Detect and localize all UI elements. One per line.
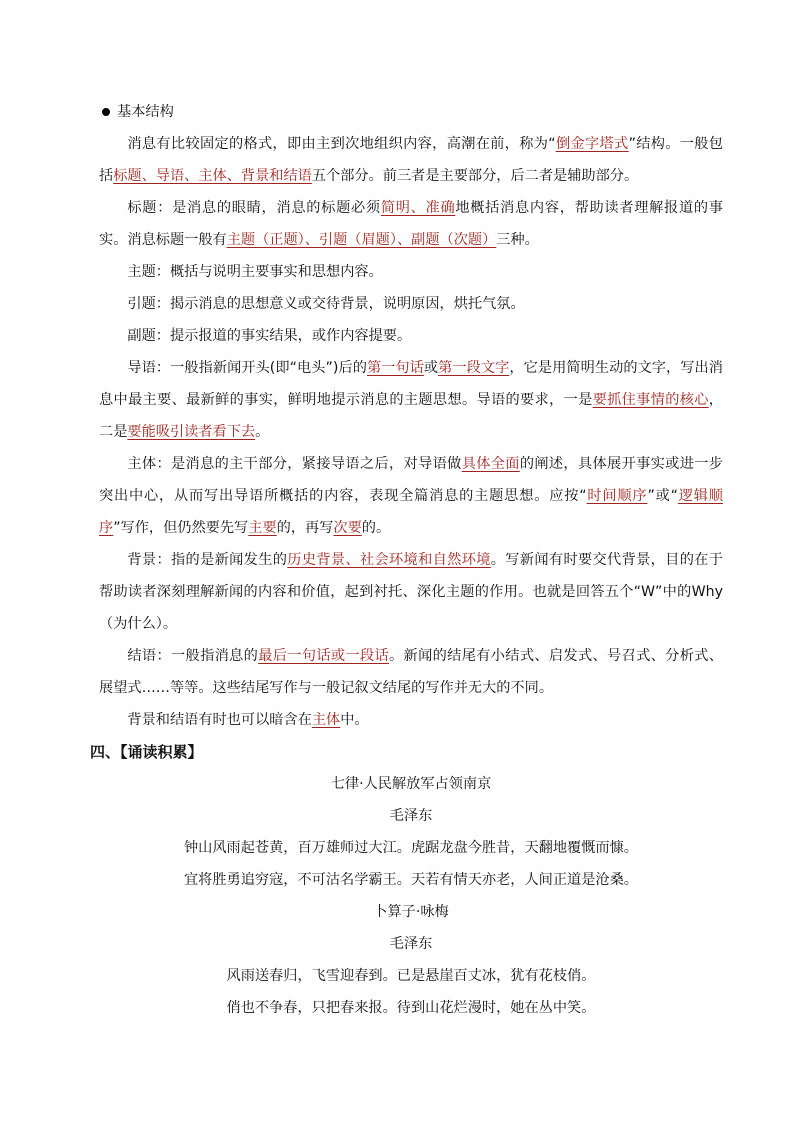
text-run: 背景和结语有时也可以暗含在: [127, 712, 312, 728]
text-run: 三种。: [496, 232, 539, 248]
basic-structure-heading: [99, 96, 723, 128]
structure-paragraph: [99, 288, 723, 320]
poem-line: 宜将胜勇追穷寇，不可沽名学霸王。天若有情天亦老，人间正道是沧桑。: [183, 872, 638, 888]
text-run: 主体：是消息的主干部分，紧接导语之后，对导语做: [127, 456, 462, 472]
text-run: 副题：提示报道的事实结果，或作内容提要。: [127, 328, 412, 344]
poem-author: 毛泽东: [389, 936, 433, 952]
page-content: [90, 96, 723, 1024]
text-run: 五个部分。前三者是主要部分，后二者是辅助部分。: [311, 168, 639, 184]
text-run: 引题：揭示消息的思想意义或交待背景，说明原因，烘托气氛。: [127, 296, 525, 312]
poem-1: [99, 768, 723, 896]
text-run: 地概括消息内容，帮助读者理解报道的事实。消息标题一般有: [99, 200, 723, 248]
poem-title: 卜算子·咏梅: [373, 904, 449, 920]
text-run: 的阐述，具体展开事实或进一步突出中心，从而写出导语所概括的内容，表现全篇消息的主题思想。应按“: [99, 456, 723, 504]
text-run: ，它是用简明生动的文字，写出消息中最主要、最新鲜的事实，鲜明地提示消息的主题思想。导语的要求，一是: [99, 360, 723, 408]
text-run: 。: [255, 424, 270, 440]
text-run: 主题：概括与说明主要事实和思想内容。: [127, 264, 383, 280]
text-run: ”写作，但仍然要先写: [113, 520, 249, 536]
text-run: 中。: [340, 712, 369, 728]
section-title: 四、【诵读积累】: [90, 743, 203, 761]
highlighted-term: 具体全面: [461, 456, 520, 472]
structure-paragraph: [99, 352, 723, 448]
text-run: 标题：是消息的眼睛，消息的标题必须: [127, 200, 381, 216]
highlighted-term: 历史背景、社会环境和自然环境: [287, 552, 491, 568]
poem-line: 钟山风雨起苍黄，百万雄师过大江。虎踞龙盘今胜昔，天翻地覆慨而慷。: [183, 840, 638, 856]
highlighted-term: 标题、导语、主体、背景和结语: [113, 168, 312, 184]
highlighted-term: 主体: [311, 712, 341, 728]
poem-title: 七律·人民解放军占领南京: [330, 776, 492, 792]
highlighted-term: 主题（正题）、引题（眉题）、副题（次题）: [226, 232, 497, 248]
structure-paragraph: [99, 256, 723, 288]
highlighted-term: 次要: [333, 520, 362, 536]
bullet-icon: [102, 108, 110, 116]
text-run: 背景：指的是新闻发生的: [127, 552, 288, 568]
structure-paragraph: [99, 640, 723, 704]
text-run: 。新闻的结尾有小结式、启发式、号召式、分析式、展望式……等等。这些结尾写作与一般记叙文结尾的写作并无大的不同。: [99, 648, 723, 696]
text-run: 消息有比较固定的格式，即由主到次地组织内容，高潮在前，称为“: [127, 136, 556, 152]
text-run: ”结构。一般包括: [99, 136, 723, 184]
text-run: 导语：一般指新闻开头(即“电头”)后的: [127, 360, 367, 376]
text-run: 的。: [361, 520, 391, 536]
heading-text: 基本结构: [117, 104, 174, 120]
structure-paragraph: [99, 192, 723, 256]
highlighted-term: 第一段文字: [438, 360, 510, 376]
structure-paragraph: [99, 544, 723, 640]
text-run: ”或“: [647, 488, 678, 504]
highlighted-term: 倒金字塔式: [555, 136, 629, 152]
structure-paragraph: [99, 704, 723, 736]
highlighted-term: 主要: [248, 520, 277, 536]
structure-paragraphs: [99, 128, 723, 736]
highlighted-term: 要能吸引读者看下去: [127, 424, 256, 440]
highlighted-term: 简明、准确: [380, 200, 456, 216]
highlighted-term: 最后一句话或一段话: [258, 648, 390, 664]
structure-paragraph: [99, 128, 723, 192]
text-run: 的，再写: [276, 520, 334, 536]
text-run: 或: [423, 360, 439, 376]
highlighted-term: 要抓住事情的核心: [592, 392, 709, 408]
structure-paragraph: [99, 320, 723, 352]
poem-2: [99, 896, 723, 1024]
highlighted-term: 时间顺序: [586, 488, 648, 504]
structure-paragraph: [99, 448, 723, 544]
poem-author: 毛泽东: [389, 808, 433, 824]
poem-line: 风雨送春归，飞雪迎春到。已是悬崖百丈冰，犹有花枝俏。: [226, 968, 596, 984]
text-run: 。写新闻有时要交代背景，目的在于帮助读者深刻理解新闻的内容和价值，起到衬托、深化主题的作用。也就是回答五个“W”中的Why（为什么）。: [99, 552, 723, 632]
text-run: 结语：一般指消息的: [127, 648, 259, 664]
highlighted-term: 第一句话: [366, 360, 424, 376]
poem-line: 俏也不争春，只把春来报。待到山花烂漫时，她在丛中笑。: [226, 1000, 596, 1016]
text-run: ，二是: [99, 392, 723, 440]
highlighted-term: 逻辑顺序: [99, 488, 723, 536]
